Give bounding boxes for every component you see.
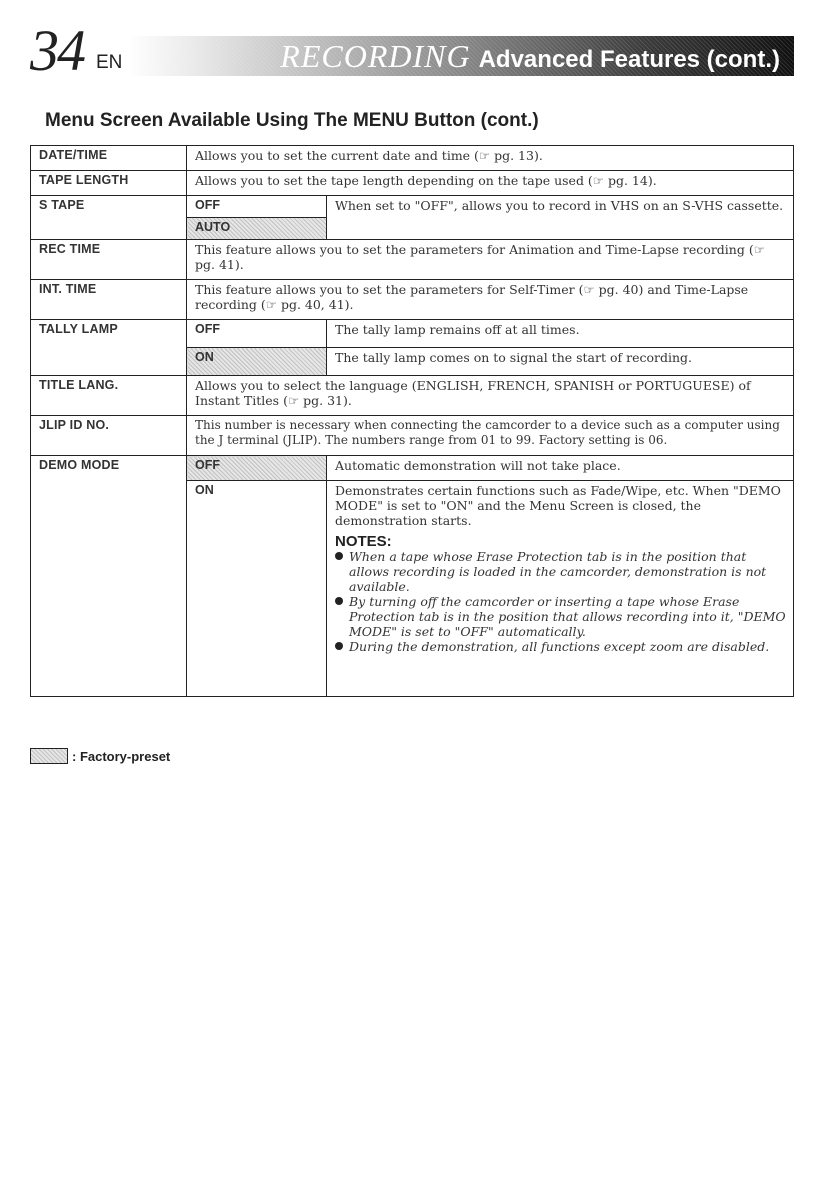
bullet-icon xyxy=(335,552,343,560)
table-row xyxy=(31,171,794,196)
setting-value-off: OFF xyxy=(187,196,327,218)
list-item: When a tape whose Erase Protection tab is in the position that allows recording is loaded in the camcorder, demonstration is not available. xyxy=(335,549,787,594)
setting-description: When set to "OFF", allows you to record in VHS on an S-VHS cassette. xyxy=(327,196,794,240)
menu-item-s-tape: S TAPE xyxy=(31,196,187,240)
section-banner xyxy=(128,36,794,76)
bullet-icon xyxy=(335,597,343,605)
table-row xyxy=(31,456,794,481)
menu-item-description: This number is necessary when connecting the camcorder to a device such as a computer using the J terminal (JLIP). The numbers range from 01 to 99. Factory setting is 06. xyxy=(187,416,794,456)
menu-item-description: Allows you to select the language (ENGLISH, FRENCH, SPANISH or PORTUGUESE) of Instant Titles (☞ pg. 31). xyxy=(187,376,794,416)
menu-item-demo-mode: DEMO MODE xyxy=(31,456,187,697)
page-title: Menu Screen Available Using The MENU Button (cont.) xyxy=(45,110,539,131)
menu-item-title-lang: TITLE LANG. xyxy=(31,376,187,416)
menu-item-jlip-id: JLIP ID NO. xyxy=(31,416,187,456)
menu-item-description: This feature allows you to set the parameters for Animation and Time-Lapse recording (☞ pg. 41). xyxy=(187,240,794,280)
bullet-icon xyxy=(335,642,343,650)
table-row xyxy=(31,376,794,416)
banner-title xyxy=(280,38,780,75)
table-row xyxy=(31,416,794,456)
table-row xyxy=(31,240,794,280)
menu-item-tally-lamp: TALLY LAMP xyxy=(31,320,187,376)
page-number: 34 xyxy=(30,18,84,83)
notes-list xyxy=(335,549,787,654)
setting-description: The tally lamp remains off at all times. xyxy=(327,320,794,348)
notes-heading: NOTES: xyxy=(335,533,392,550)
menu-table xyxy=(30,145,794,697)
setting-value-on: ON xyxy=(187,348,327,376)
factory-preset-swatch xyxy=(30,748,68,764)
list-item: During the demonstration, all functions except zoom are disabled. xyxy=(335,639,787,654)
setting-description-block xyxy=(327,481,794,697)
menu-item-description: Allows you to set the tape length depending on the tape used (☞ pg. 14). xyxy=(187,171,794,196)
list-item: By turning off the camcorder or inserting a tape whose Erase Protection tab is in the position that allows recording into it, "DEMO MODE" is set to "OFF" automatically. xyxy=(335,594,787,639)
setting-description: Demonstrates certain functions such as Fade/Wipe, etc. When "DEMO MODE" is set to "ON" and the Menu Screen is closed, the demonstration starts. xyxy=(335,483,781,528)
subsection-name: Advanced Features (cont.) xyxy=(478,46,780,73)
language-label: EN xyxy=(96,52,123,73)
table-row xyxy=(31,196,794,218)
table-row xyxy=(31,146,794,171)
menu-item-description: This feature allows you to set the parameters for Self-Timer (☞ pg. 40) and Time-Lapse recording (☞ pg. 40, 41). xyxy=(187,280,794,320)
menu-item-tape-length: TAPE LENGTH xyxy=(31,171,187,196)
setting-description: Automatic demonstration will not take place. xyxy=(327,456,794,481)
menu-item-description: Allows you to set the current date and time (☞ pg. 13). xyxy=(187,146,794,171)
setting-value-auto: AUTO xyxy=(187,218,327,240)
setting-value-on: ON xyxy=(187,481,327,697)
legend-label: : Factory-preset xyxy=(72,748,171,764)
setting-value-off: OFF xyxy=(187,456,327,481)
setting-description: The tally lamp comes on to signal the start of recording. xyxy=(327,348,794,376)
section-name: RECORDING xyxy=(280,38,471,74)
menu-item-date-time: DATE/TIME xyxy=(31,146,187,171)
table-row xyxy=(31,280,794,320)
legend xyxy=(30,748,170,764)
table-row xyxy=(31,320,794,348)
menu-item-rec-time: REC TIME xyxy=(31,240,187,280)
menu-item-int-time: INT. TIME xyxy=(31,280,187,320)
setting-value-off: OFF xyxy=(187,320,327,348)
